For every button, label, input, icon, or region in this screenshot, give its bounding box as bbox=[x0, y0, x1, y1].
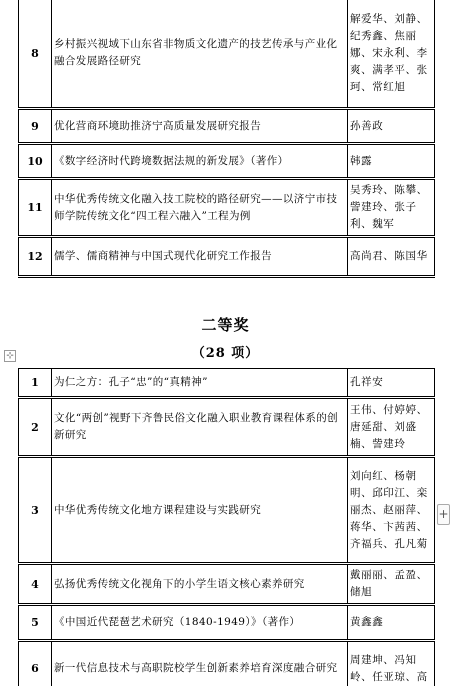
row-number: 6 bbox=[19, 641, 52, 686]
table-row bbox=[19, 237, 435, 277]
row-number: 4 bbox=[19, 564, 52, 605]
table-row bbox=[19, 369, 435, 398]
project-title: 儒学、儒商精神与中国式现代化研究工作报告 bbox=[52, 237, 348, 277]
first-prize-table bbox=[18, 0, 435, 278]
project-title: 《数字经济时代跨境数据法规的新发展》（著作） bbox=[52, 144, 348, 179]
section-heading: 二等奖 bbox=[201, 316, 250, 334]
row-number: 10 bbox=[19, 144, 52, 179]
table-row bbox=[19, 179, 435, 237]
project-title: 乡村振兴视域下山东省非物质文化遗产的技艺传承与产业化融合发展路径研究 bbox=[52, 0, 348, 109]
project-title: 《中国近代琵琶艺术研究（1840-1949）》（著作） bbox=[52, 605, 348, 641]
row-number: 12 bbox=[19, 237, 52, 277]
table-row bbox=[19, 0, 435, 109]
row-number: 1 bbox=[19, 369, 52, 398]
table-row bbox=[19, 144, 435, 179]
project-title: 弘扬优秀传统文化视角下的小学生语文核心素养研究 bbox=[52, 564, 348, 605]
project-authors: 解爱华、刘静、纪秀鑫、焦丽娜、宋永利、李爽、满孝平、张珂、常红旭 bbox=[348, 0, 435, 109]
row-number: 3 bbox=[19, 457, 52, 564]
table-row bbox=[19, 398, 435, 457]
project-title: 为仁之方：孔子“忠”的“真精神” bbox=[52, 369, 348, 398]
table-row bbox=[19, 109, 435, 144]
project-authors: 吴秀玲、陈攀、訾建玲、张子利、魏军 bbox=[348, 179, 435, 237]
table-row bbox=[19, 564, 435, 605]
project-title: 优化营商环境助推济宁高质量发展研究报告 bbox=[52, 109, 348, 144]
project-authors: 王伟、付婷婷、唐延甜、刘盛楠、訾建玲 bbox=[348, 398, 435, 457]
row-number: 5 bbox=[19, 605, 52, 641]
row-number: 9 bbox=[19, 109, 52, 144]
project-title: 中华优秀传统文化融入技工院校的路径研究——以济宁市技师学院传统文化“四工程六融入”工程为例 bbox=[52, 179, 348, 237]
project-authors: 孔祥安 bbox=[348, 369, 435, 398]
project-authors: 戴丽丽、孟盈、储旭 bbox=[348, 564, 435, 605]
table-move-handle-icon[interactable]: ⊹ bbox=[4, 350, 16, 362]
project-title: 中华优秀传统文化地方课程建设与实践研究 bbox=[52, 457, 348, 564]
table-row bbox=[19, 457, 435, 564]
add-column-button[interactable]: + bbox=[437, 504, 450, 525]
row-number: 8 bbox=[19, 0, 52, 109]
project-title: 新一代信息技术与高职院校学生创新素养培育深度融合研究 bbox=[52, 641, 348, 686]
project-authors: 刘向红、杨朝明、邱印江、栾丽杰、赵丽萍、蒋华、卞茜茜、齐福兵、孔凡菊 bbox=[348, 457, 435, 564]
project-authors: 高尚君、陈国华 bbox=[348, 237, 435, 277]
row-number: 2 bbox=[19, 398, 52, 457]
project-authors: 周建坤、冯知岭、任亚琼、高 bbox=[348, 641, 435, 686]
project-authors: 韩露 bbox=[348, 144, 435, 179]
table-row bbox=[19, 605, 435, 641]
second-prize-table bbox=[18, 368, 435, 686]
project-authors: 黄鑫鑫 bbox=[348, 605, 435, 641]
project-authors: 孙善政 bbox=[348, 109, 435, 144]
project-title: 文化“两创”视野下齐鲁民俗文化融入职业教育课程体系的创新研究 bbox=[52, 398, 348, 457]
table-row bbox=[19, 641, 435, 686]
section-count: （28 项） bbox=[191, 346, 260, 361]
row-number: 11 bbox=[19, 179, 52, 237]
